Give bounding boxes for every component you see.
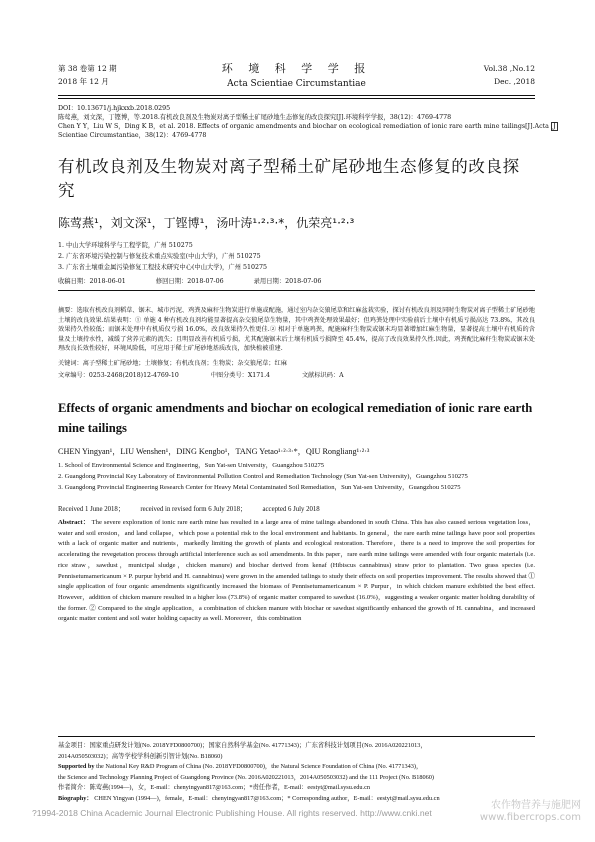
citation-en-line1: Chen Y Y，Liu W S，Ding K B，et al. 2018. Effects of organic amendments and biochar on ecological remediation of ionic rare earth mine tailings[J].Acta J [58,122,556,130]
journal-name-en: Acta Scientiae Circumstantiae [227,79,366,89]
watermark-url: www.fibercrops.com [479,812,581,823]
citation-zh: 陈莺燕，刘文深，丁铿博，等.2018.有机改良剂及生物炭对离子型稀土矿尾砂地生态修复的改良探究[J].环境科学学报，38(12)：4769-4778 [58,114,452,121]
article-title-zh: 有机改良剂及生物炭对离子型稀土矿尾砂地生态修复的改良探究 [58,157,520,200]
funding-en-line2: the Science and Technology Planning Project of Guangdong Province (No. 2016A020221013，2014A050503032) and the 111 Project (No. B18060) [58,773,435,781]
affiliation-en-1: 1. School of Environmental Science and Engineering，Sun Yat-sen University，Guangzhou 510275 [58,462,325,469]
abstract-zh: 摘要：选取有机改良剂稻草、锯末、城市污泥、鸡粪及麻秆生物炭进行单施或配施，通过室内杂交狼尾草和红麻盆栽实验，探讨有机改良剂及同时生物炭对离子型稀土矿尾砂地土壤的改良效果.结果表明：① 单施 4 种有机改良剂均能显著提高杂交狼尾草生物量，其中鸡粪处理效果最好；但鸡粪处理中实验前后土壤中有机质亏损高达 73.8%，其改良效果持久性较低；而锯末处理中有机质仅亏损 16.0%，改良效果持久性更佳.② 相对于单施鸡粪，配施麻秆生物炭或锯末均显著增加红麻生物量，显著提高土壤中有机质的含量及土壤持水性，减缓了营养元素的流失；且明显改善有机质亏损，尤其配施锯末后土壤有机质亏损降至 45.4%，提高了改良效果持久性.因此，鸡粪配比麻秆生物炭或锯末处理改良长效性较好，环境风险低，可应用于稀土矿尾砂地基质改良，加快植被重建. [58,307,535,353]
keywords-zh: 关键词：离子型稀土矿尾砂地；土壤修复；有机改良剂；生物炭；杂交狼尾草；红麻 [58,360,287,367]
dates-en [58,503,334,513]
received-date-en: Received 1 June 2018； [58,506,125,513]
funding-en-line1: Supported by the National Key R&D Program of China (No. 2018YFD0800700)，the Natural Science Foundation of China (No. 41771343)， [58,763,423,771]
authors-zh: 陈莺燕¹，刘文深¹，丁铿博¹，汤叶涛¹·²·³·*，仇荣亮¹·²·³ [58,216,355,230]
clc-number: 中图分类号：X171.4 [210,372,270,379]
affiliations-zh [58,240,535,273]
document-code: 文献标识码：A [301,372,344,379]
affiliation-en-3: 3. Guangdong Provincial Engineering Research Center for Heavy Metal Contaminated Soil Remediation，Sun Yat-sen University，Guangzhou 510275 [58,484,461,491]
citation-block [58,104,556,140]
article-number: 文章编号：0253-2468(2018)12-4769-10 [58,372,179,379]
bookmark-icon[interactable]: J [552,122,556,130]
biography-en: Biography： CHEN Yingyan (1994—)，female，E-mail：chenyingyan817@163.com；* Corresponding author，E-mail：eestyt@mail.sysu.edu.cn [58,794,440,802]
affiliation-zh-3: 3. 广东省土壤重金属污染修复工程技术研究中心(中山大学)，广州 510275 [58,264,267,271]
footnote-rule [58,736,535,737]
issue-info-en [484,62,535,88]
journal-name-zh: 环 境 科 学 学 报 [221,62,372,75]
header-rule-bottom [58,98,535,99]
article-title-en: Effects of organic amendments and biochar on ecological remediation of ionic rare earth mine tailings [58,401,533,435]
revised-date-en: received in revised form 6 July 2018； [140,506,247,513]
site-watermark [480,800,581,824]
header-rule-top [58,95,535,96]
funding-zh-line1: 基金项目：国家重点研发计划(No. 2018YFD0800700)；国家自然科学基金(No. 41771343)；广东省科技计划项目(No. 2016A020221013， [58,742,427,749]
funding-zh-line2: 2014A050503032)；高等学校学科创新引智计划(No. B18060) [58,752,223,760]
authors-en: CHEN Yingyan¹，LIU Wenshen¹，DING Kengbo¹，TANG Yetao¹·²·³·*，QIU Rongliang¹·²·³ [58,447,370,456]
affiliation-zh-2: 2. 广东省环境污染控制与修复技术重点实验室(中山大学)，广州 510275 [58,253,261,260]
volume-issue-en: Vol.38 ,No.12 [483,64,535,73]
citation-en-line2: Scientiae Circumstantiae，38(12)：4769-4778 [58,132,207,139]
issue-date-en: Dec. ,2018 [494,77,535,86]
volume-issue: 第 38 卷第 12 期 [58,64,117,73]
affiliation-zh-1: 1. 中山大学环境科学与工程学院，广州 510275 [58,242,193,249]
issue-date: 2018 年 12 月 [58,77,109,86]
watermark-zh: 农作物营养与施肥网 [491,800,581,811]
biography-zh: 作者简介：陈莺燕(1994—)，女，E-mail：chenyingyan817@163.com；*责任作者，E-mail：eestyt@mail.sysu.edu.cn [58,784,371,792]
revised-date-zh: 修回日期：2018-07-06 [155,278,224,285]
affiliations-en [58,460,535,493]
doi: DOI：10.13671/j.hjkxxb.2018.0295 [58,105,171,112]
affiliation-en-2: 2. Guangdong Provincial Key Laboratory of Environmental Pollution Control and Remediation Technology (Sun Yat-sen University)，Guangzhou 510275 [58,473,468,480]
accepted-date-en: accepted 6 July 2018 [262,506,320,513]
dates-zh [58,276,349,285]
abstract-en-label: Abstract： [58,519,90,526]
journal-header [58,62,535,94]
accepted-date-zh: 录用日期：2018-07-06 [253,278,322,285]
funding-footnote [58,741,535,805]
received-date-zh: 收稿日期：2018-06-01 [58,278,126,285]
classification-zh [58,370,374,379]
abstract-en [58,518,535,625]
copyright-notice: ?1994-2018 China Academic Journal Electronic Publishing House. All rights reserved. http://www.cnki.net [32,808,432,818]
dates-rule [58,290,535,291]
journal-name [58,61,535,91]
abstract-en-text: The severe exploration of ionic rare earth mine has resulted in a large area of mine tailings abandoned in south China. This has also caused serious vegetation loss，water and soil erosion，and land collapse，which pose a potential risk to the local environment and habitants. In general，the rare earth mine tailings have poor soil properties with a lack of organic matter and nutrients，markedly limiting the growth of plants and ecological restoration. Therefore，there is a need to improve the soil properties for accelerating the revegetation process through artificial interference such as soil amendments. In this paper，rare earth mine tailings were amended with four organic materials (i.e. rice straw，sawdust，municipal sludge，chicken manure) and biochar derived from kenaf (Hibiscus cannabinus) straw prior to plantation. Two grass species (i.e. Pennisetumamericanum × P. purpur hybrid and H. cannabinus) were grown in the amended tailings to study their effects on soil properties improvement. The results showed that ① single application of four organic amendments significantly increased the biomass of Pennisetumamericanum × P. Purpur，in which chicken manure exhibited the best effect. However，addition of chicken manure resulted in a higher loss (73.8%) of organic matter compared to sawdust (16.0%)，suggesting a weaker organic matter holding durability of the former. ② Compared to the single application，a combination of chicken manure with biochar or sawdust significantly enhanced the growth of H. cannabina，and increased organic matter content and soil water holding capacity as well. Moreover，this combination [58,519,535,623]
